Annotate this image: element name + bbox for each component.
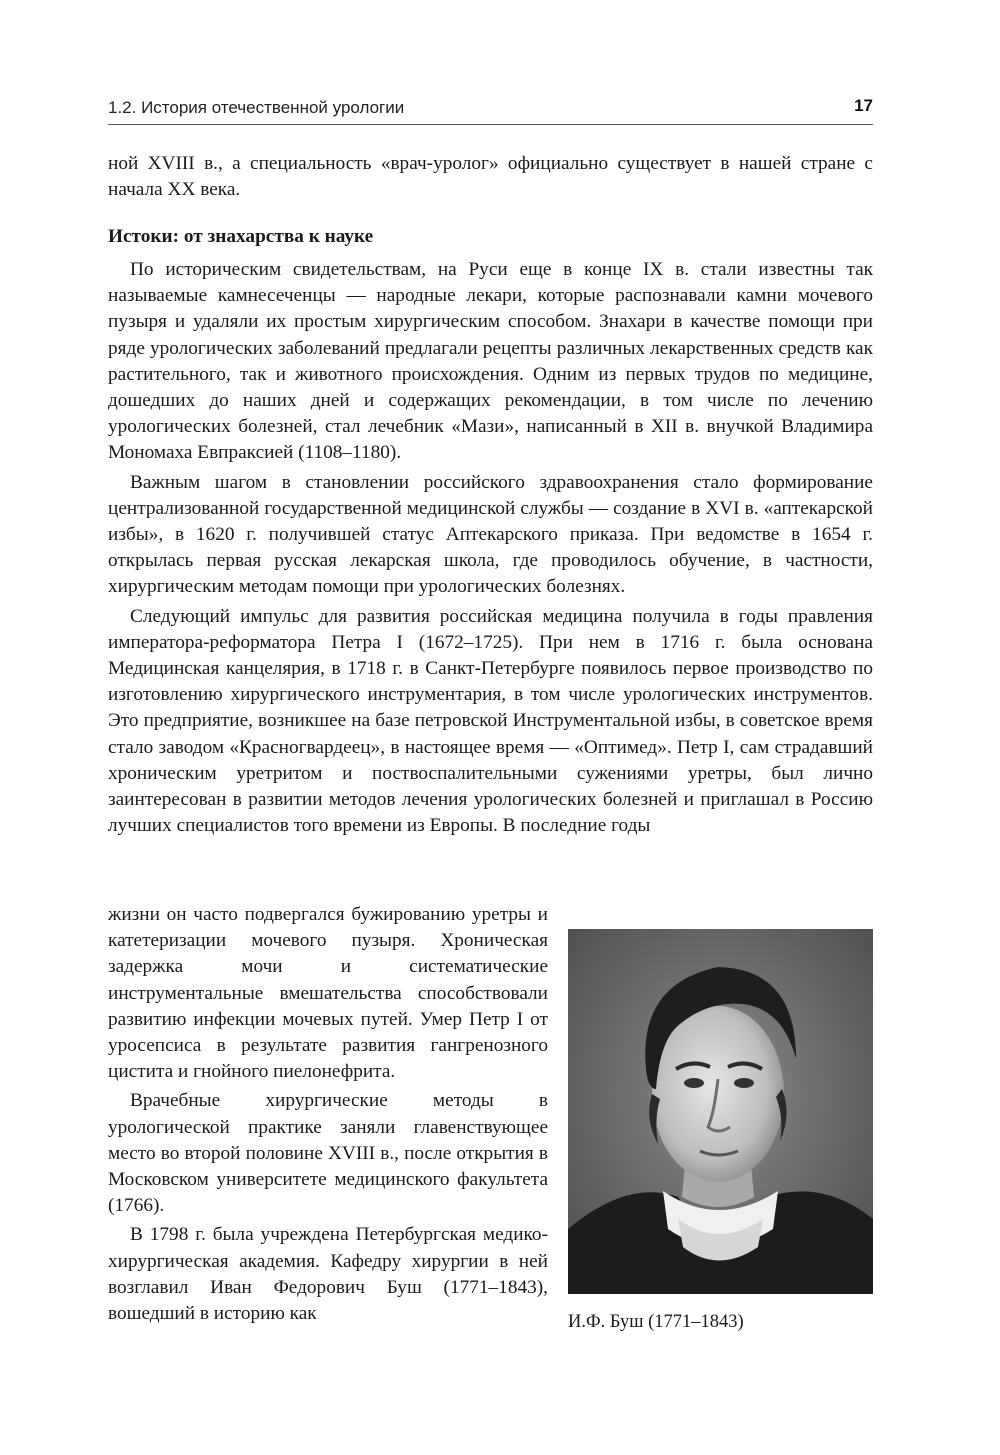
paragraph: По историческим свидетельствам, на Руси еще в конце IX в. стали известны так называемые камнесеченцы — народные лекари, которые распознавали камни мочевого пузыря и удаляли их простым хирургическим способом. Знахари в качестве помощи при ряде урологических заболеваний предлагали рецепты различных лекарственных средств как растительного, так и животного происхождения. Одним из первых трудов по медицине, дошедших до наших дней и содержащих рекомендации, в том числе по лечению урологических болезней, стал лечебник «Мази», написанный в XII в. внучкой Владимира Мономаха Евпраксией (1108–1180).	[108, 259, 873, 464]
paragraph: Важным шагом в становлении российского здравоохранения стало формирование централизованной государственной медицинской службы — создание в XVI в. «аптекарской избы», в 1620 г. получившей статус Аптекарского приказа. При ведомстве в 1654 г. открылась первая русская лекарская школа, где проводилось обучение, в частности, хирургическим методам помощи при урологических болезнях.	[108, 471, 873, 598]
portrait-drawing	[568, 929, 873, 1294]
running-header	[108, 94, 873, 125]
paragraph: В 1798 г. была учреждена Петербургская медико-хирургическая академия. Кафедру хирургии в ней возглавил Иван Федорович Буш (1771–1843), вошедший в историю как	[108, 1224, 548, 1325]
intro-paragraph: ной XVIII в., а специальность «врач-уролог» официально существует в нашей стране с начала XX века.	[108, 153, 873, 201]
page-number: 17	[854, 96, 873, 115]
portrait-image	[568, 929, 873, 1294]
paragraph: Врачебные хирургические методы в урологической практике заняли главенствующее место во второй половине XVIII в., после открытия в Московском университете медицинского факультета (1766).	[108, 1090, 548, 1217]
figure-caption: И.Ф. Буш (1771–1843)	[568, 1312, 744, 1332]
body-text	[108, 257, 873, 839]
intro-block	[108, 151, 873, 203]
paragraph: Следующий импульс для развития российская медицина получила в годы правления императора-реформатора Петра I (1672–1725). При нем в 1716 г. была основана Медицинская канцелярия, в 1718 г. в Санкт-Петербурге появилось первое производство по изготовлению хирургического инструментария, в том числе урологических инструментов. Это предприятие, возникшее на базе петровской Инструментальной избы, в советское время стало заводом «Красногвардеец», в настоящее время — «Оптимед». Петр I, сам страдавший хроническим уретритом и поствоспалительными сужениями уретры, был лично заинтересован в развитии методов лечения урологических болезней и приглашал в Россию лучших специалистов того времени из Европы. В последние годы	[108, 605, 873, 837]
running-title: 1.2. История отечественной урологии	[108, 98, 405, 117]
column-text	[108, 902, 548, 1327]
paragraph: жизни он часто подвергался бужированию уретры и катетеризации мочевого пузыря. Хроническая задержка мочи и систематические инструментальные вмешательства способствовали развитию инфекции мочевых путей. Умер Петр I от уросепсиса в результате развития гангренозного цистита и гнойного пиелонефрита.	[108, 904, 548, 1083]
section-heading: Истоки: от знахарства к науке	[108, 226, 374, 247]
